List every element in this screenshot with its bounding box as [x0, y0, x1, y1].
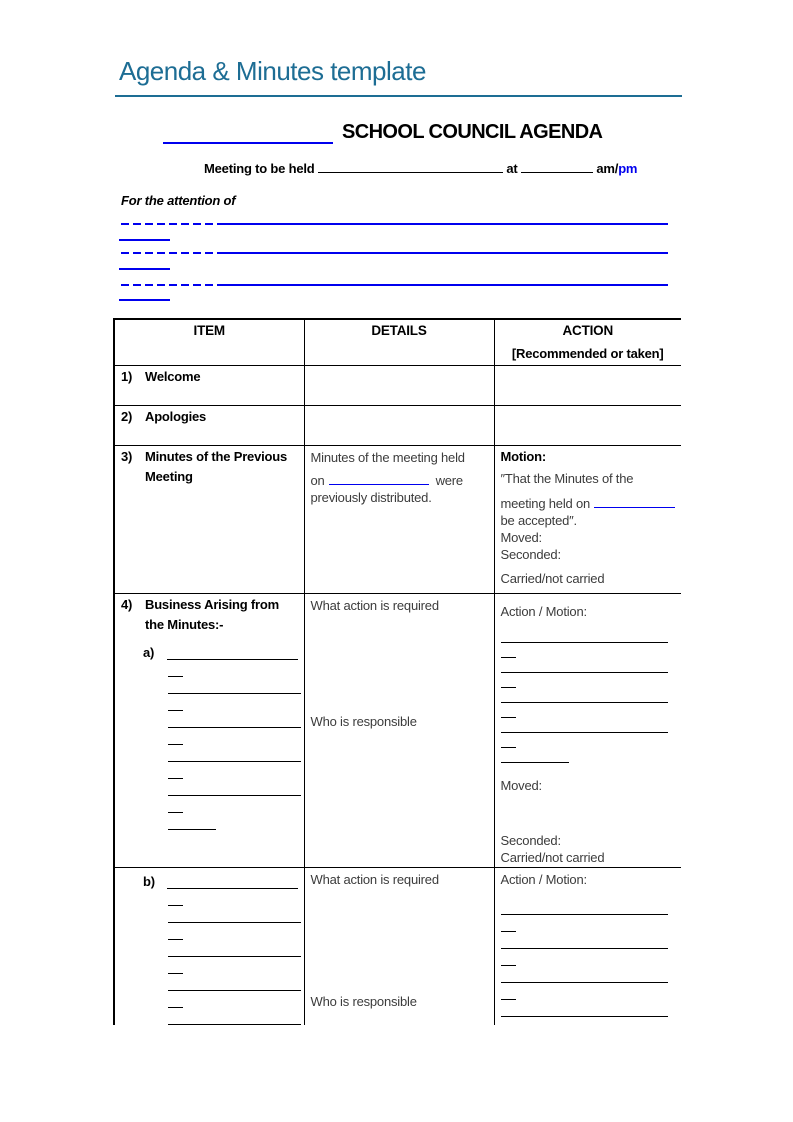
header-details: DETAILS — [304, 319, 494, 365]
item-label: Welcome — [145, 368, 201, 384]
business-a-details-cell — [304, 593, 494, 867]
item-label-cont: the Minutes:- — [145, 616, 224, 632]
table-row-business-arising-a — [114, 593, 681, 867]
item-number: 2) — [121, 408, 133, 424]
blank-line[interactable] — [501, 1000, 668, 1017]
blank-line[interactable] — [168, 677, 301, 694]
blank-line[interactable] — [168, 957, 183, 974]
school-council-agenda-title: SCHOOL COUNCIL AGENDA — [342, 121, 603, 143]
blank-line[interactable] — [168, 923, 183, 940]
page-title: Agenda & Minutes template — [119, 56, 426, 86]
meeting-at-label: at — [506, 161, 518, 176]
meeting-time-blank[interactable] — [521, 161, 593, 173]
business-a-action-cell — [494, 593, 681, 867]
blank-line[interactable] — [168, 762, 183, 779]
blank-line[interactable] — [501, 748, 569, 763]
who-responsible-label: Who is responsible — [310, 993, 417, 1009]
carried-label: Carried/not carried — [500, 570, 605, 586]
item-number: 4) — [121, 596, 133, 612]
meeting-am-label: am/ — [596, 161, 619, 176]
blank-line[interactable] — [168, 889, 183, 906]
meeting-prefix-label: Meeting to be held — [204, 161, 315, 176]
item-number: 1) — [121, 368, 133, 384]
solid-underline-segment — [223, 223, 668, 225]
table-row-apologies — [114, 405, 681, 445]
blank-line[interactable] — [168, 779, 301, 796]
school-name-blank[interactable] — [163, 124, 333, 144]
sub-item-b — [143, 873, 298, 889]
moved-label: Moved: — [500, 777, 542, 793]
blank-line[interactable] — [167, 658, 297, 660]
blank-line[interactable] — [168, 745, 301, 762]
blank-line[interactable] — [501, 898, 668, 915]
blank-line[interactable] — [168, 813, 216, 830]
minutes-item-cell — [114, 445, 304, 593]
business-b-item-cell — [114, 867, 304, 1025]
blank-line[interactable] — [501, 673, 516, 688]
blank-line[interactable] — [501, 703, 516, 718]
business-b-details-cell — [304, 867, 494, 1025]
seconded-label: Seconded: — [500, 832, 561, 848]
attention-blank-line[interactable] — [121, 284, 668, 286]
sub-item-letter: b) — [143, 873, 155, 889]
minutes-details-cell — [304, 445, 494, 593]
blank-line[interactable] — [501, 949, 516, 966]
header-action-label: ACTION — [562, 323, 614, 338]
solid-underline-segment — [223, 284, 668, 286]
blank-line[interactable] — [501, 733, 516, 748]
header-action-note: [Recommended or taken] — [511, 346, 664, 361]
school-heading — [163, 121, 602, 144]
blank-line[interactable] — [501, 658, 668, 673]
item-label: Apologies — [145, 408, 207, 424]
motion-label: Motion: — [500, 448, 547, 464]
agenda-table — [113, 318, 681, 1025]
details-text: on were — [310, 472, 463, 488]
welcome-details-cell[interactable] — [304, 365, 494, 405]
attention-blank-line[interactable] — [121, 223, 668, 225]
meeting-line — [204, 161, 637, 176]
blank-line[interactable] — [501, 643, 516, 658]
blank-line[interactable] — [501, 983, 516, 1000]
blank-line[interactable] — [168, 796, 183, 813]
what-action-label: What action is required — [310, 597, 439, 613]
attention-blank-line-continuation[interactable] — [119, 299, 170, 301]
table-row-previous-minutes — [114, 445, 681, 593]
blank-line[interactable] — [501, 688, 668, 703]
attention-blank-line-continuation[interactable] — [119, 268, 170, 270]
motion-quote: ″That the Minutes of the — [500, 470, 634, 486]
apologies-action-cell[interactable] — [494, 405, 681, 445]
motion-quote: be accepted″. — [500, 512, 577, 528]
what-action-label: What action is required — [310, 871, 439, 887]
meeting-date-blank[interactable] — [318, 161, 503, 173]
blank-line[interactable] — [168, 1025, 183, 1026]
action-motion-label: Action / Motion: — [500, 871, 587, 887]
business-b-action-cell — [494, 867, 681, 1025]
blank-line[interactable] — [168, 906, 301, 923]
header-action — [494, 319, 681, 365]
action-motion-label: Action / Motion: — [500, 603, 587, 619]
date-blank[interactable] — [594, 495, 675, 508]
title-rule — [115, 95, 682, 97]
who-responsible-label: Who is responsible — [310, 713, 417, 729]
blank-line[interactable] — [501, 628, 668, 643]
blank-line[interactable] — [168, 660, 183, 677]
attention-label: For the attention of — [121, 193, 236, 208]
sub-item-a — [143, 644, 298, 660]
dashed-underscore-segment — [121, 223, 223, 225]
details-text: Minutes of the meeting held — [310, 449, 465, 465]
business-a-item-cell — [114, 593, 304, 867]
blank-line[interactable] — [168, 991, 183, 1008]
blank-line[interactable] — [168, 694, 183, 711]
date-blank[interactable] — [329, 474, 429, 485]
dashed-underscore-segment — [121, 252, 223, 254]
blank-line[interactable] — [501, 932, 668, 949]
item-label: Minutes of the Previous — [145, 448, 288, 464]
apologies-details-cell[interactable] — [304, 405, 494, 445]
solid-underline-segment — [223, 252, 668, 254]
attention-blank-line[interactable] — [121, 252, 668, 254]
welcome-action-cell[interactable] — [494, 365, 681, 405]
blank-line[interactable] — [168, 728, 183, 745]
attention-blank-line-continuation[interactable] — [119, 239, 170, 241]
sub-item-letter: a) — [143, 644, 155, 660]
table-row-business-arising-b — [114, 867, 681, 1025]
minutes-action-cell — [494, 445, 681, 593]
motion-quote: meeting held on — [501, 495, 676, 512]
blank-line[interactable] — [501, 966, 668, 983]
table-header-row — [114, 319, 681, 365]
blank-line[interactable] — [168, 940, 301, 957]
dashed-underscore-segment — [121, 284, 223, 286]
item-number: 3) — [121, 448, 133, 464]
welcome-item-cell — [114, 365, 304, 405]
meeting-pm-label: pm — [618, 161, 638, 176]
item-label-cont: Meeting — [145, 468, 193, 484]
blank-line[interactable] — [501, 915, 516, 932]
header-item: ITEM — [114, 319, 304, 365]
seconded-label: Seconded: — [500, 546, 561, 562]
carried-label: Carried/not carried — [500, 849, 605, 865]
item-label: Business Arising from — [145, 596, 280, 612]
blank-line[interactable] — [168, 711, 301, 728]
blank-line[interactable] — [168, 974, 301, 991]
table-row-welcome — [114, 365, 681, 405]
blank-line[interactable] — [168, 1008, 301, 1025]
details-text: previously distributed. — [310, 489, 432, 505]
blank-line[interactable] — [167, 887, 297, 889]
moved-label: Moved: — [500, 529, 542, 545]
blank-line[interactable] — [501, 718, 668, 733]
apologies-item-cell — [114, 405, 304, 445]
